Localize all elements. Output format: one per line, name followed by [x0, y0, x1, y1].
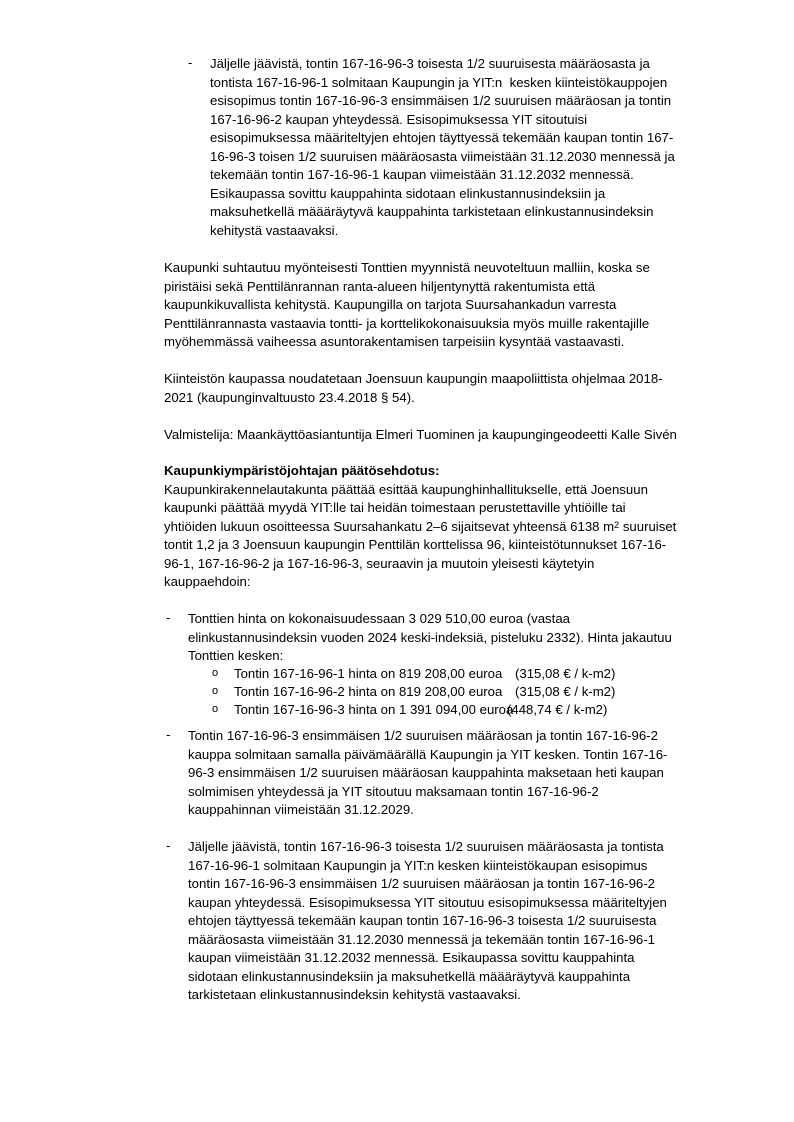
text-line: kehitystä vastaavaksi. [210, 222, 339, 238]
text-line: tarkistetaan elinkustannusindeksin kehitystä vastaavaksi. [188, 987, 521, 1002]
text-line: Esikaupassa sovittu kauppahinta sidotaan elinkustannusindeksiin ja [210, 185, 606, 201]
plot-price: Tontin 167-16-96-2 hinta on 819 208,00 euroa [234, 683, 503, 699]
text-line: kaupunki päättää myydä YIT:lle tai heidän toimestaan perustettaville yhtiöille tai [164, 500, 626, 515]
text-line [164, 518, 676, 537]
sub-bullet-marker: o [212, 685, 219, 697]
sub-bullet-marker: o [212, 703, 219, 715]
text-segment: yhtiöiden lukuun osoitteessa Suursahankatu 2–6 sijaitsevat yhteensä 6138 m [164, 518, 615, 534]
plot-price: Tontin 167-16-96-1 hinta on 819 208,00 euroa [234, 665, 503, 681]
text-line: myöhemmässä vaiheessa asuntorakentamisen tarpeisiin kysyntää vastaavasti. [164, 334, 625, 349]
text-line: esisopimuksessa määriteltyjen ehtojen täyttyessä tekemään kaupan tontin 167- [210, 130, 674, 145]
list-dash: - [166, 610, 171, 625]
list-dash: - [166, 727, 171, 742]
text-line: solmimisen yhteydessä ja YIT sitoutuu maksamaan tontin 167-16-96-2 [188, 783, 599, 799]
text-line: tontin 167-16-96-3 ensimmäisen 1/2 suuruisen määräosan ja tontin 167-16-96-2 [188, 876, 655, 891]
text-line: 167-16-96-1 solmitaan Kaupungin ja YIT:n kesken kiinteistökaupan esisopimus [188, 857, 648, 873]
text-line: sidotaan elinkustannusindeksiin ja maksuhetkellä määäräytyvä kauppahinta [188, 968, 631, 984]
text-line: määräosasta viimeistään 31.12.2030 mennessä ja tekemään tontin 167-16-96-1 [188, 931, 655, 947]
text-line: 2021 (kaupunginvaltuusto 23.4.2018 § 54). [164, 389, 415, 405]
text-segment: suuruiset [619, 518, 677, 534]
text-line: esisopimus tontin 167-16-96-3 ensimmäisen 1/2 suuruisen määräosan ja tontin [210, 93, 672, 108]
text-line: kauppahinnan viimeistään 31.12.2029. [188, 802, 414, 817]
text-line: Tonttien kesken: [188, 648, 284, 663]
text-line: kauppa solmitaan samalla päivämäärällä Kaupungin ja YIT kesken. Tontin 167-16- [188, 746, 668, 762]
text-line: piristäisi sekä Penttilänrannan ranta-alueen hiljentynyttä rakentumista että [164, 278, 596, 294]
sub-bullet-marker: o [212, 667, 219, 679]
text-line: tontista 167-16-96-1 solmitaan Kaupungin ja YIT:n kesken kiinteistökauppojen [210, 74, 668, 90]
text-line: 16-96-3 toisen 1/2 suuruisen määräosasta viimeistään 31.12.2030 mennessä ja [210, 148, 675, 164]
list-dash: - [166, 838, 171, 853]
text-line: kaupan yhteydessä. Esisopimuksessa YIT sitoutuu esisopimuksessa määriteltyjen [188, 894, 667, 910]
list-dash: - [188, 55, 193, 70]
text-line: elinkustannusindeksin vuoden 2024 keski-indeksiä, pisteluku 2332). Hinta jakautuu [188, 629, 672, 645]
text-line: kauppaehdoin: [164, 574, 251, 589]
unit-price: (448,74 € / k-m2) [507, 701, 608, 717]
text-line: Jäljelle jäävistä, tontin 167-16-96-3 toisesta 1/2 suuruisen määräosasta ja tontista [188, 839, 664, 854]
text-line: Tonttien hinta on kokonaisuudessaan 3 029 510,00 euroa (vastaa [188, 611, 570, 626]
text-line: 96-3 ensimmäisen 1/2 suuruisen määräosan kauppahinta maksetaan heti kaupan [188, 765, 664, 780]
text-line: 96-1, 167-16-96-2 ja 167-16-96-3, seuraavin ja muutoin yleisesti käytetyin [164, 555, 595, 571]
preparer-line: Valmistelija: Maankäyttöasiantuntija Elmeri Tuominen ja kaupungingeodeetti Kalle Sivén [164, 427, 677, 442]
text-line: Kaupunki suhtautuu myönteisesti Tonttien myynnistä neuvoteltuun malliin, koska se [164, 260, 650, 275]
text-line: 167-16-96-2 kaupan yhteydessä. Esisopimuksessa YIT sitoutuisi [210, 111, 588, 127]
text-line: Penttilänrannasta vastaavia tontti- ja korttelikokonaisuuksia myös muille rakentajille [164, 315, 650, 331]
text-line: ehtojen täyttyessä tekemään kaupan tontin 167-16-96-3 toisesta 1/2 suuruisesta [188, 913, 657, 928]
text-line: maksuhetkellä määäräytyvä kauppahinta tarkistetaan elinkustannusindeksin [210, 204, 654, 219]
plot-price: Tontin 167-16-96-3 hinta on 1 391 094,00 euroa [234, 701, 514, 717]
proposal-heading: Kaupunkiympäristöjohtajan päätösehdotus: [164, 463, 440, 478]
text-line: Kiinteistön kaupassa noudatetaan Joensuun kaupungin maapoliittista ohjelmaa 2018- [164, 371, 663, 386]
text-line: Kaupunkirakennelautakunta päättää esittää kaupunghinhallitukselle, että Joensuun [164, 481, 648, 497]
unit-price: (315,08 € / k-m2) [515, 683, 616, 699]
text-line: Jäljelle jäävistä, tontin 167-16-96-3 toisesta 1/2 suuruisesta määräosasta ja [210, 56, 650, 71]
text-line: Tontin 167-16-96-3 ensimmäisen 1/2 suuruisen määräosan ja tontin 167-16-96-2 [188, 728, 658, 743]
text-line: tontit 1,2 ja 3 Joensuun kaupungin Penttilän korttelissa 96, kiinteistötunnukset 167-16- [164, 537, 667, 552]
text-line: kaupan viimeistään 31.12.2032 mennessä. Esikaupassa sovittu kauppahinta [188, 950, 635, 965]
superscript: 2 [614, 519, 620, 530]
unit-price: (315,08 € / k-m2) [515, 665, 616, 681]
text-line: kaupunkikuvallista kehitystä. Kaupungilla on tarjota Suursahankadun varresta [164, 297, 617, 312]
text-line: tekemään tontin 167-16-96-1 kaupan viimeistään 31.12.2032 mennessä. [210, 167, 634, 182]
